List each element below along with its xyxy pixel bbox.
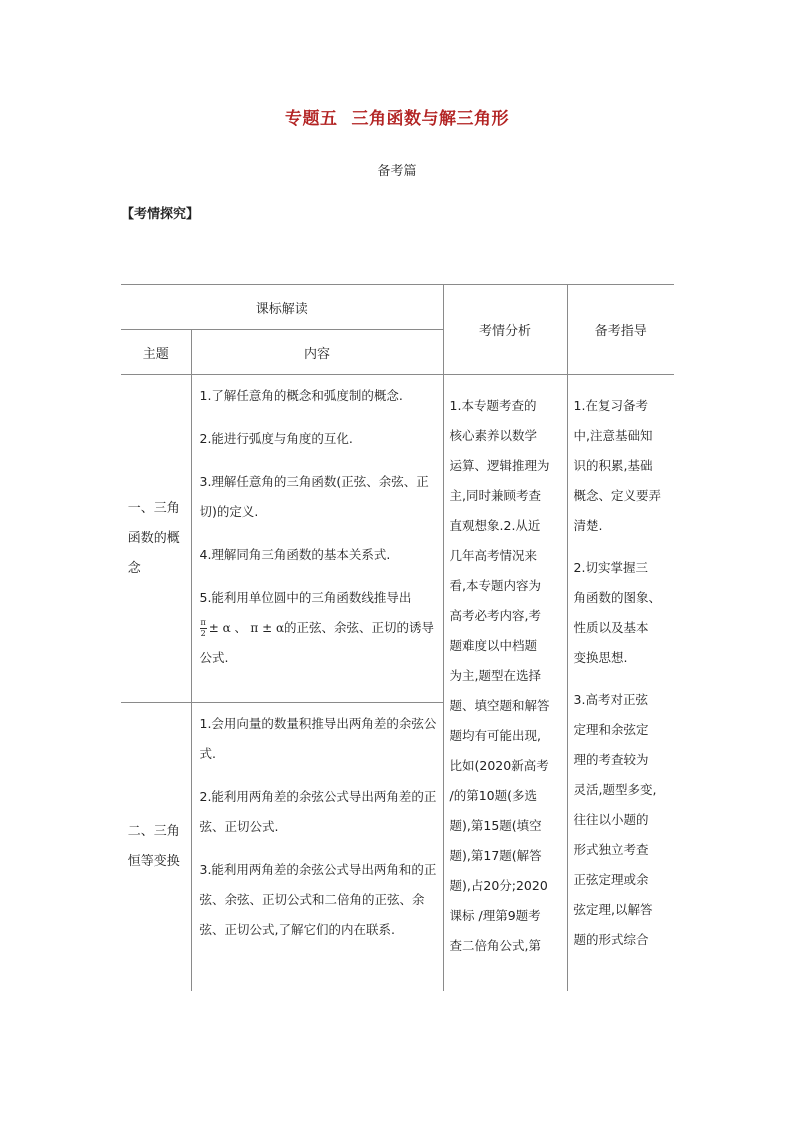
title-part-1: 专题五	[285, 109, 338, 129]
guide-line: 定理和余弦定	[573, 722, 649, 737]
guide-line: 3.高考对正弦	[573, 692, 648, 707]
exam-analysis-table	[121, 284, 674, 991]
content-item: 2.能利用两角差的余弦公式导出两角差的正弦、正切公式.	[199, 789, 437, 834]
analysis-line: 主,同时兼顾考查	[449, 488, 541, 503]
subtitle: 备考篇	[377, 164, 417, 179]
header-curriculum: 课标解读	[121, 285, 443, 330]
guide-line: 理的考查较为	[573, 752, 649, 767]
guide-line: 变换思想.	[573, 650, 628, 665]
math-expr: ± α 、 π ± α	[208, 621, 285, 635]
guide-line: 清楚.	[573, 518, 603, 533]
content-item: 4.理解同角三角函数的基本关系式.	[199, 547, 391, 562]
analysis-line: 题),第15题(填空	[449, 818, 542, 833]
guide-line: 题的形式综合	[573, 932, 649, 947]
content-item: 3.能利用两角差的余弦公式导出两角和的正弦、余弦、正切公式和二倍角的正弦、余弦、正切公式,了解它们的内在联系.	[199, 862, 437, 937]
content-item-text: 5.能利用单位圆中的三角函数线推导出	[199, 590, 412, 605]
guide-line: 性质以及基本	[573, 620, 649, 635]
guide-cell	[567, 375, 674, 991]
guide-line: 往往以小题的	[573, 812, 649, 827]
guide-line: 概念、定义要弄	[573, 488, 662, 503]
content-item: 1.了解任意角的概念和弧度制的概念.	[199, 388, 403, 403]
analysis-line: 题),第17题(解答	[449, 848, 542, 863]
guide-line: 2.切实掌握三	[573, 560, 648, 575]
content-item-text: 的正弦、余弦、正切的诱导公式.	[199, 620, 435, 665]
content-cell-2	[191, 703, 443, 991]
guide-line: 灵活,题型多变,	[573, 782, 657, 797]
analysis-line: 为主,题型在选择	[449, 668, 541, 683]
guide-line: 中,注意基础知	[573, 428, 653, 443]
header-content: 内容	[191, 330, 443, 375]
analysis-line: 题),占20分;2020	[449, 878, 548, 893]
header-analysis: 考情分析	[443, 285, 567, 375]
analysis-line: 核心素养以数学	[449, 428, 538, 443]
analysis-line: 题、填空题和解答	[449, 698, 550, 713]
title-part-2: 三角函数与解三角形	[351, 109, 509, 129]
guide-line: 识的积累,基础	[573, 458, 653, 473]
guide-line: 正弦定理或余	[573, 872, 649, 887]
guide-line: 弦定理,以解答	[573, 902, 653, 917]
analysis-line: 题均有可能出现,	[449, 728, 541, 743]
topic-cell-1	[121, 375, 191, 703]
topic-1: 一、三角函数的概念	[127, 500, 180, 576]
guide-line: 角函数的图象、	[573, 590, 662, 605]
analysis-line: 几年高考情况来	[449, 548, 538, 563]
analysis-line: 直观想象.2.从近	[449, 518, 541, 533]
page-title	[0, 104, 794, 129]
analysis-line: 课标 /理第9题考	[449, 908, 541, 923]
topic-2: 二、三角恒等变换	[127, 823, 180, 869]
topic-cell-2	[121, 703, 191, 991]
fraction	[200, 618, 207, 639]
content-item-formula	[200, 613, 437, 673]
section-label: 【考情探究】	[121, 207, 200, 222]
frac-num: π	[200, 618, 206, 627]
content-cell-1	[191, 375, 443, 703]
analysis-line: 运算、逻辑推理为	[449, 458, 550, 473]
analysis-line: 题难度以中档题	[449, 638, 538, 653]
analysis-line: 1.本专题考查的	[449, 398, 537, 413]
guide-line: 1.在复习备考	[573, 398, 648, 413]
analysis-line: 查二倍角公式,第	[449, 938, 541, 953]
analysis-cell	[443, 375, 567, 991]
header-topic: 主题	[121, 330, 191, 375]
guide-line: 形式独立考查	[573, 842, 649, 857]
content-item: 3.理解任意角的三角函数(正弦、余弦、正切)的定义.	[199, 474, 429, 519]
analysis-line: 看,本专题内容为	[449, 578, 541, 593]
analysis-line: 高考必考内容,考	[449, 608, 541, 623]
analysis-line: 比如(2020新高考	[449, 758, 549, 773]
frac-den: 2	[200, 629, 206, 638]
content-item: 2.能进行弧度与角度的互化.	[199, 431, 353, 446]
analysis-line: /的第10题(多选	[449, 788, 538, 803]
content-item: 1.会用向量的数量积推导出两角差的余弦公式.	[199, 716, 437, 761]
header-guide: 备考指导	[567, 285, 674, 375]
content-item	[200, 583, 443, 613]
